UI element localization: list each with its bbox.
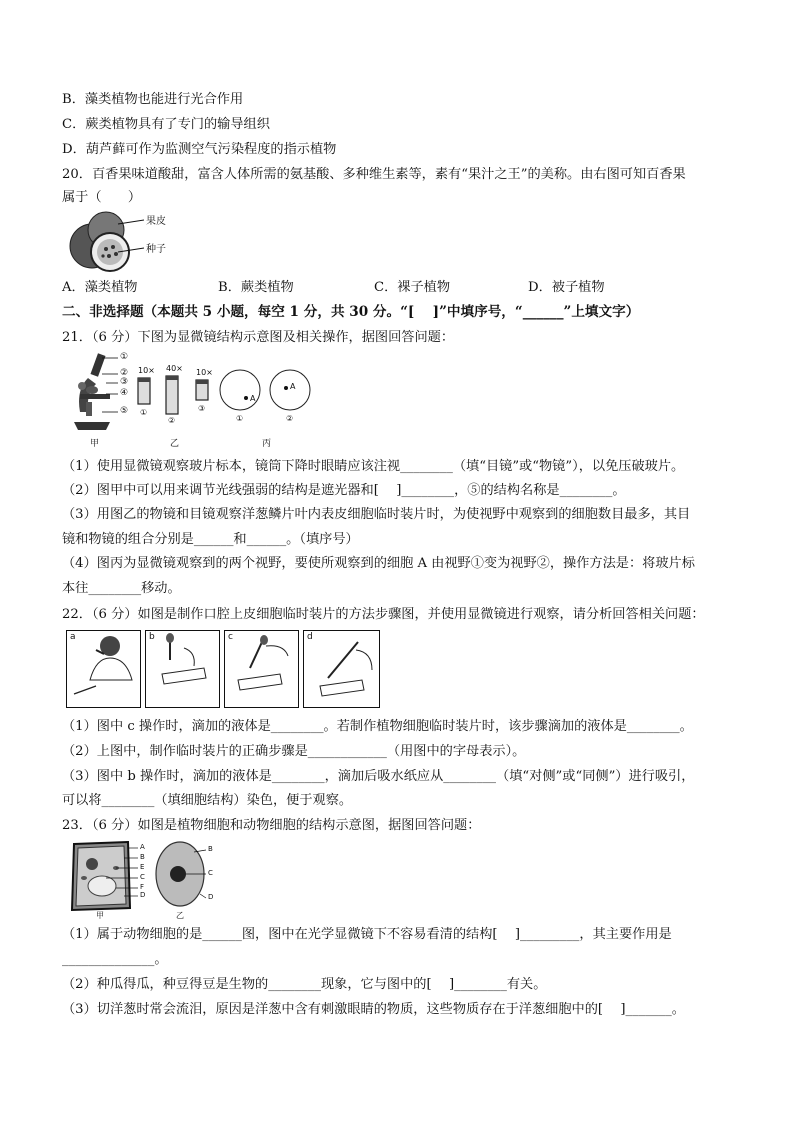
lens-num-3: ③ — [198, 404, 206, 413]
q23-stem: 23．（6 分）如图是植物细胞和动物细胞的结构示意图，据图回答问题： — [62, 818, 481, 833]
q23-sub1-line2: ______________。 — [62, 952, 168, 967]
step-c-label: c — [228, 632, 233, 642]
mscope-label-4: ④ — [120, 388, 129, 398]
mscope-label-3: ③ — [120, 377, 129, 387]
mscope-label-2: ② — [120, 368, 129, 378]
step-a-label: a — [70, 632, 76, 642]
plant-label-e: E — [140, 863, 145, 871]
caption-jia: 甲 — [90, 439, 100, 449]
caption-yi: 乙 — [170, 439, 180, 449]
passion-fruit-figure — [66, 210, 176, 272]
animal-label-d: D — [208, 893, 214, 901]
animal-label-c: C — [208, 869, 213, 877]
q20-option-b: B．蕨类植物 — [218, 280, 294, 295]
caption-bing: 丙 — [262, 439, 272, 449]
eyepiece-10x-label: 10× — [138, 366, 155, 375]
q21-sub4-line2: 本往________移动。 — [62, 581, 181, 596]
step-b-label: b — [149, 632, 155, 642]
q22-sub3-line2: 可以将________（填细胞结构）染色，便于观察。 — [62, 793, 353, 808]
plant-label-c: C — [140, 873, 145, 881]
q21-stem: 21．（6 分）下图为显微镜结构示意图及相关操作，据图回答问题： — [62, 330, 455, 345]
q23-sub1-line1: （1）属于动物细胞的是______图，图中在光学显微镜下不容易看清的结构[ ]_________，其主要作用是 — [62, 927, 672, 942]
label-seed: 种子 — [146, 244, 166, 255]
q23-sub3: （3）切洋葱时常会流泪，原因是洋葱中含有刺激眼睛的物质，这些物质存在于洋葱细胞中的[ ]_______。 — [62, 1002, 685, 1017]
q20-option-c: C．裸子植物 — [374, 280, 451, 295]
section-2-heading: 二、非选择题（本题共 5 小题，每空 1 分，共 30 分。“[ ]”中填序号，“______”上填文字） — [62, 304, 640, 320]
q21-sub2: （2）图甲中可以用来调节光线强弱的结构是遮光器和[ ]________，⑤的结构名称是________。 — [62, 483, 626, 498]
view-2-label: ② — [286, 414, 294, 423]
q22-sub3-line1: （3）图中 b 操作时，滴加的液体是________，滴加后吸水纸应从________（填“对侧”或“同侧”）进行吸引， — [62, 769, 695, 784]
caption-animal-yi: 乙 — [176, 911, 184, 920]
label-peel: 果皮 — [146, 216, 166, 227]
q23-sub2: （2）种瓜得瓜，种豆得豆是生物的________现象，它与图中的[ ]________有关。 — [62, 977, 547, 992]
mscope-label-5: ⑤ — [120, 406, 129, 416]
step-d-label: d — [307, 632, 313, 642]
q19-option-d: D．葫芦藓可作为监测空气污染程度的指示植物 — [62, 142, 337, 157]
microscope-figure — [66, 350, 316, 450]
objective-40x-label: 40× — [166, 364, 183, 373]
q19-option-c: C．蕨类植物具有了专门的输导组织 — [62, 117, 270, 132]
q22-sub1: （1）图中 c 操作时，滴加的液体是________。若制作植物细胞临时装片时，该步骤滴加的液体是________。 — [62, 719, 693, 734]
mscope-label-1: ① — [120, 352, 129, 362]
q21-sub1: （1）使用显微镜观察玻片标本，镜筒下降时眼睛应该注视________（填“目镜”或“物镜”），以免压破玻片。 — [62, 459, 685, 474]
q20-option-d: D．被子植物 — [528, 280, 605, 295]
q20-option-a: A．藻类植物 — [62, 280, 138, 295]
cell-structure-figure — [66, 838, 226, 920]
q20-stem-line2: 属于（ ） — [62, 190, 142, 205]
lens-num-1: ① — [140, 408, 148, 417]
q22-stem: 22．（6 分）如图是制作口腔上皮细胞临时装片的方法步骤图，并使用显微镜进行观察，请分析回答相关问题： — [62, 607, 705, 622]
slide-steps-figure — [66, 630, 380, 708]
animal-label-b: B — [208, 845, 213, 853]
objective-10x-label: 10× — [196, 368, 213, 377]
q22-sub2: （2）上图中，制作临时装片的正确步骤是____________（用图中的字母表示）。 — [62, 744, 526, 759]
plant-label-f: F — [140, 883, 145, 891]
q19-option-b: B．藻类植物也能进行光合作用 — [62, 92, 244, 107]
q21-sub3-line2: 镜和物镜的组合分别是______和______。（填序号） — [62, 532, 359, 547]
plant-label-a: A — [140, 843, 145, 851]
q21-sub4-line1: （4）图丙为显微镜观察到的两个视野，要使所观察到的细胞 A 由视野①变为视野②，操作方法是：将玻片标 — [62, 556, 695, 571]
plant-label-d: D — [140, 891, 146, 899]
slide-steps-illustration — [66, 630, 380, 708]
cell-structure-illustration — [66, 838, 226, 920]
lens-num-2: ② — [168, 416, 176, 425]
q20-stem-line1: 20．百香果味道酸甜，富含人体所需的氨基酸、多种维生素等，素有“果汁之王”的美称。由右图可知百香果 — [62, 167, 686, 182]
caption-plant-jia: 甲 — [96, 911, 104, 920]
cell-a-label-view2: A — [290, 382, 296, 391]
q21-sub3-line1: （3）用图乙的物镜和目镜观察洋葱鳞片叶内表皮细胞临时装片时，为使视野中观察到的细胞数目最多，其目 — [62, 507, 691, 522]
microscope-illustration — [66, 350, 316, 450]
plant-label-b: B — [140, 853, 145, 861]
cell-a-label-view1: A — [250, 394, 256, 403]
view-1-label: ① — [236, 414, 244, 423]
